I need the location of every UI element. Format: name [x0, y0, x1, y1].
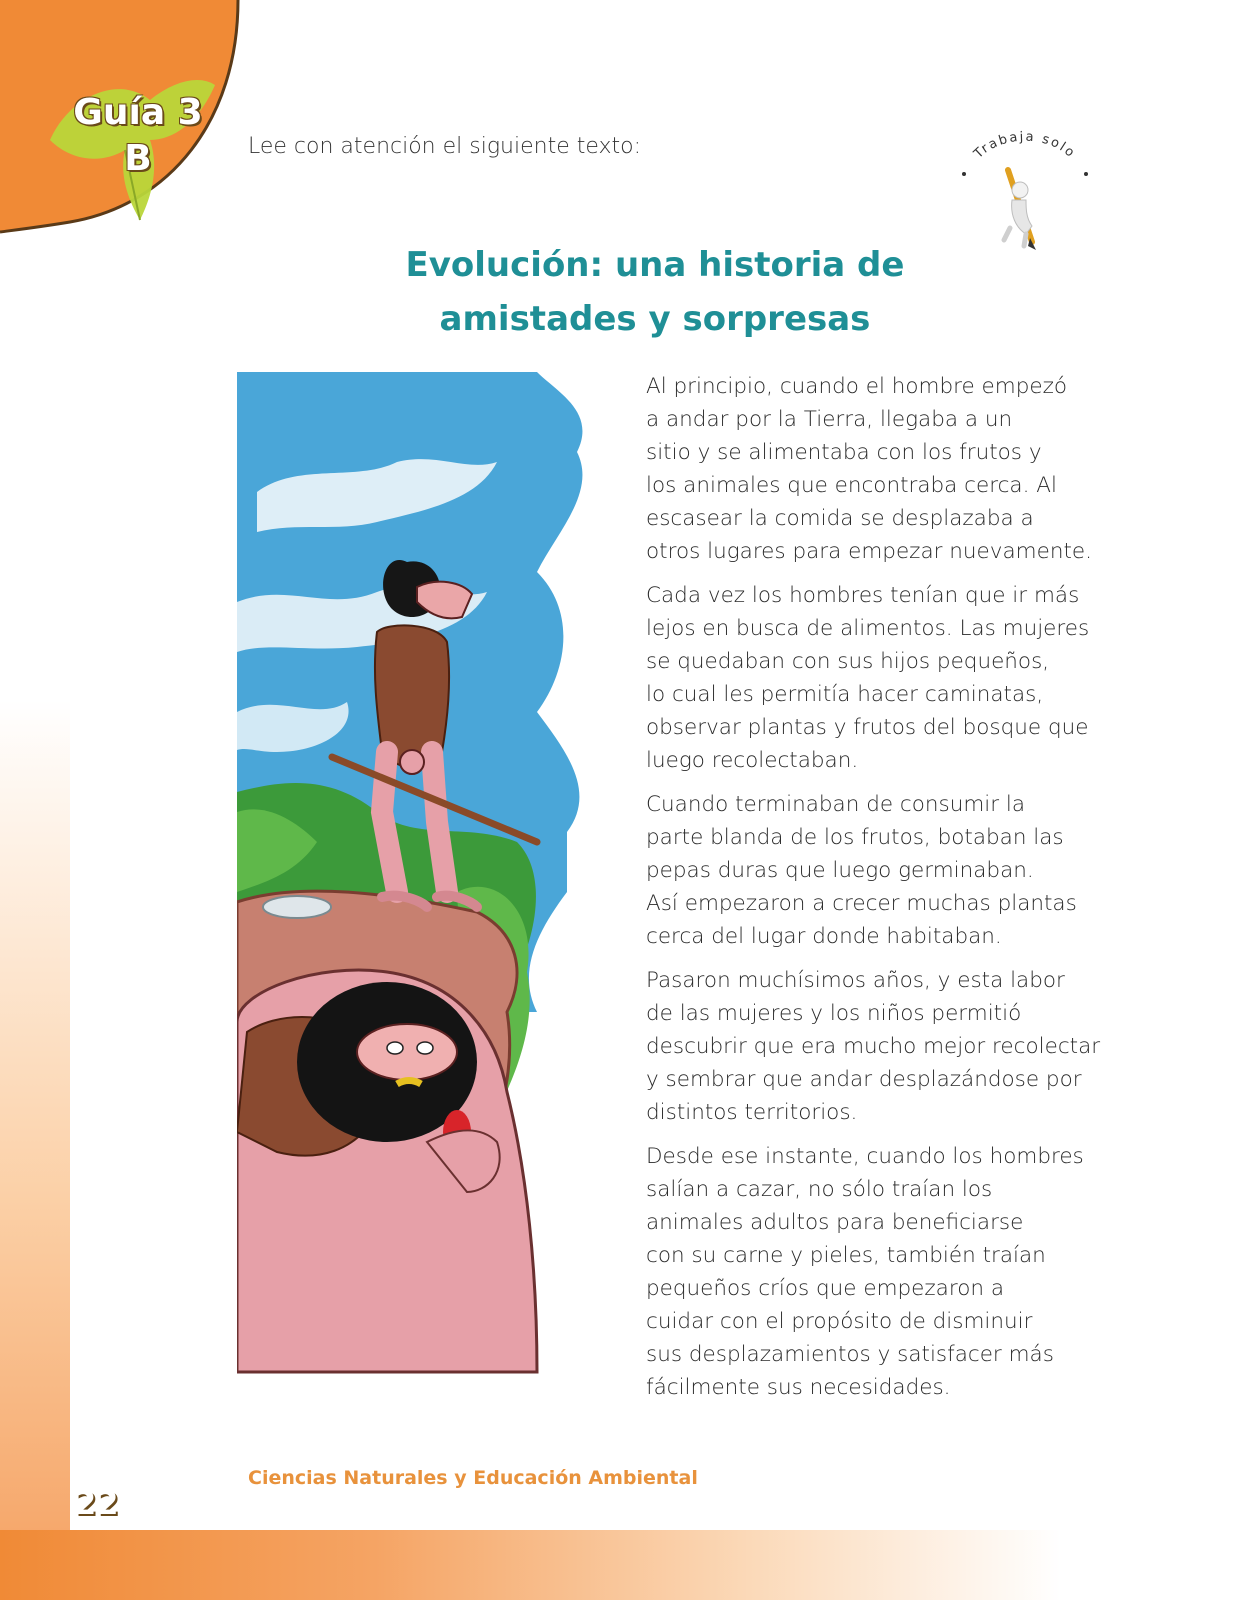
- paragraph: [646, 579, 1098, 777]
- text-line: escasear la comida se desplazaba a: [646, 506, 1034, 531]
- text-line: y sembrar que andar desplazándose por: [646, 1067, 1082, 1092]
- left-gradient-band: [0, 700, 70, 1600]
- guide-section: B: [124, 138, 152, 179]
- paragraph: [646, 370, 1098, 568]
- paragraph: [646, 964, 1101, 1129]
- guide-label: [58, 90, 218, 182]
- text-line: cuidar con el propósito de disminuir: [646, 1309, 1033, 1334]
- text-line: otros lugares para empezar nuevamente.: [646, 539, 1092, 564]
- badge-label: Trabaja solo: [971, 130, 1079, 162]
- text-line: lejos en busca de alimentos. Las mujeres: [646, 616, 1090, 641]
- text-line: salían a cazar, no sólo traían los: [646, 1177, 993, 1202]
- subject-footer: Ciencias Naturales y Educación Ambiental: [248, 1467, 698, 1489]
- text-line: distintos territorios.: [646, 1100, 858, 1125]
- paragraph: [646, 1140, 1098, 1404]
- guide-number: Guía 3: [73, 92, 203, 133]
- text-line: Así empezaron a crecer muchas plantas: [646, 891, 1077, 916]
- text-line: se quedaban con sus hijos pequeños,: [646, 649, 1050, 674]
- paragraph: [646, 788, 1098, 953]
- text-line: fácilmente sus necesidades.: [646, 1375, 951, 1400]
- article-body: [646, 370, 1101, 1415]
- page-number: 22: [74, 1484, 119, 1522]
- text-line: Cada vez los hombres tenían que ir más: [646, 583, 1080, 608]
- text-line: Desde ese instante, cuando los hombres: [646, 1144, 1084, 1169]
- text-line: sitio y se alimentaba con los frutos y: [646, 440, 1042, 465]
- text-line: pepas duras que luego germinaban.: [646, 858, 1034, 883]
- text-line: Al principio, cuando el hombre empezó: [646, 374, 1068, 399]
- caveman-illustration: [237, 372, 609, 1402]
- text-line: cerca del lugar donde habitaban.: [646, 924, 1002, 949]
- working-alone-icon: [960, 130, 1090, 260]
- text-line: Pasaron muchísimos años, y esta labor: [646, 968, 1065, 993]
- work-alone-badge: [960, 130, 1090, 260]
- article-title: [360, 238, 950, 346]
- text-line: a andar por la Tierra, llegaba a un: [646, 407, 1013, 432]
- bottom-gradient-band: [0, 1530, 1248, 1600]
- text-line: pequeños críos que empezaron a: [646, 1276, 1005, 1301]
- text-line: lo cual les permitía hacer caminatas,: [646, 682, 1044, 707]
- article-title-line: amistades y sorpresas: [439, 299, 871, 339]
- article-title-line: Evolución: una historia de: [405, 245, 905, 285]
- text-line: los animales que encontraba cerca. Al: [646, 473, 1057, 498]
- text-line: descubrir que era mucho mejor recolectar: [646, 1034, 1101, 1059]
- text-line: con su carne y pieles, también traían: [646, 1243, 1046, 1268]
- text-line: observar plantas y frutos del bosque que: [646, 715, 1089, 740]
- text-line: animales adultos para beneficiarse: [646, 1210, 1024, 1235]
- caveman-picture: [237, 372, 609, 1402]
- text-line: sus desplazamientos y satisfacer más: [646, 1342, 1054, 1367]
- text-line: parte blanda de los frutos, botaban las: [646, 825, 1064, 850]
- instruction-text: Lee con atención el siguiente texto:: [248, 134, 642, 159]
- text-line: Cuando terminaban de consumir la: [646, 792, 1026, 817]
- text-line: luego recolectaban.: [646, 748, 859, 773]
- text-line: de las mujeres y los niños permitió: [646, 1001, 1022, 1026]
